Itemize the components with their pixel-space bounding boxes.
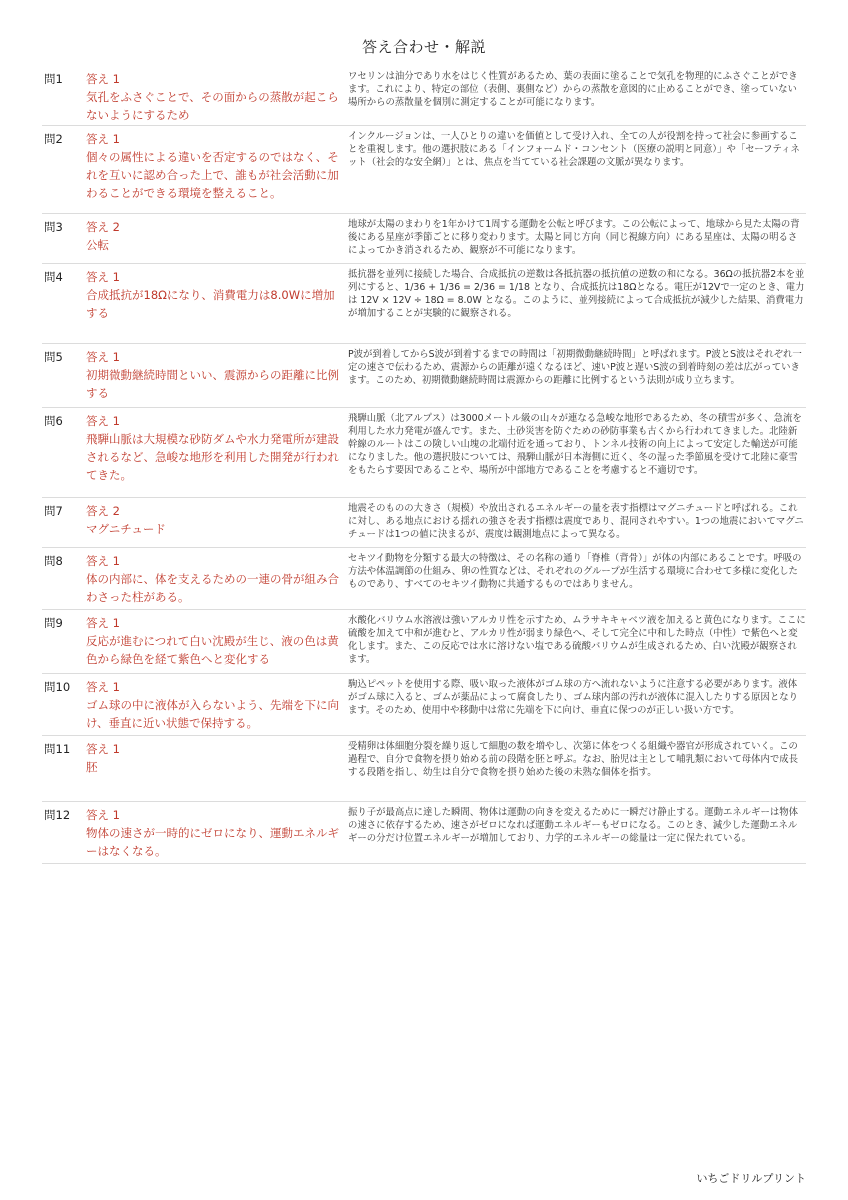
answer-label: 答え 1 [86, 72, 120, 86]
answer-row [42, 344, 806, 408]
answer-cell [82, 348, 342, 407]
answer-label: 答え 1 [86, 808, 120, 822]
answer-label: 答え 1 [86, 350, 120, 364]
answer-label: 答え 1 [86, 554, 120, 568]
question-number: 問9 [44, 616, 63, 630]
explanation-text: P波が到着してからS波が到着するまでの時間は「初期微動継続時間」と呼ばれます。P波とS波はそれぞれ一定の速さで伝わるため、震源からの距離が遠くなるほど、速いP波と遅いS波の到着時刻の差は広がっていきます。このため、初期微動継続時間は震源からの距離に比例するという法則が成り立ちます。 [348, 349, 802, 386]
answer-text: マグニチュード [86, 522, 166, 536]
answer-row [42, 736, 806, 802]
explanation-text: 地球が太陽のまわりを1年かけて1周する運動を公転と呼びます。この公転によって、地球から見た太陽の背後にある星座が季節ごとに移り変わります。太陽と同じ方向（同じ視線方向）にある星座は、太陽の明るさによってかき消されるため、観察が不可能になります。 [348, 219, 800, 256]
page-title: 答え合わせ・解説 [361, 38, 486, 56]
question-number: 問3 [44, 220, 63, 234]
answer-label: 答え 1 [86, 742, 120, 756]
answer-cell [82, 218, 342, 263]
explanation-text: 水酸化バリウム水溶液は強いアルカリ性を示すため、ムラサキキャベツ液を加えると黄色になります。ここに硫酸を加えて中和が進むと、アルカリ性が弱まり緑色へ、そして完全に中和した時点（中性）で紫色へと変化します。また、この反応では水に溶けない塩である硫酸バリウムが生成されるため、白い沈殿が観察されます。 [348, 615, 806, 665]
answer-row [42, 802, 806, 864]
explanation-text: 飛騨山脈（北アルプス）は3000メートル級の山々が連なる急峻な地形であるため、冬の積雪が多く、急流を利用した水力発電が盛んです。また、土砂災害を防ぐための砂防事業も古くから行われてきました。北陸新幹線のルートはこの険しい山塊の北端付近を通っており、トンネル技術の向上によって安定した輸送が可能になりました。他の選択肢については、飛騨山脈が日本海側に近く、冬の湿った季節風を受けて北陸に豪雪をもたらす要因であることや、場所が中部地方であることを考慮すると不適切です。 [348, 413, 802, 476]
explanation-text: 抵抗器を並列に接続した場合、合成抵抗の逆数は各抵抗器の抵抗値の逆数の和になる。36Ωの抵抗器2本を並列にすると、1/36 + 1/36 = 2/36 = 1/18 となり、合成抵抗は18Ωとなる。電圧が12Vで一定のとき、電力は 12V × 12V ÷ 18Ω = 8.0W となる。このように、並列接続によって合成抵抗が減少した結果、消費電力が増加することが実験的に観察される。 [348, 269, 805, 319]
answer-cell [82, 806, 342, 863]
answer-cell [82, 614, 342, 673]
explanation-text: セキツイ動物を分類する最大の特徴は、その名称の通り「脊椎（背骨）」が体の内部にあることです。呼吸の方法や体温調節の仕組み、卵の性質などは、それぞれのグループが生活する環境に合わせて多様に変化したものであり、すべてのセキツイ動物に共通するものではありません。 [348, 553, 802, 590]
explanation-text: ワセリンは油分であり水をはじく性質があるため、葉の表面に塗ることで気孔を物理的にふさぐことができます。これにより、特定の部位（表側、裏側など）からの蒸散を意図的に止めることができ、塗っていない場所からの蒸散量を個別に測定することが可能になります。 [348, 71, 798, 108]
answer-label: 答え 1 [86, 680, 120, 694]
explanation-text: 受精卵は体細胞分裂を繰り返して細胞の数を増やし、次第に体をつくる組織や器官が形成されていく。この過程で、自分で食物を摂り始める前の段階を胚と呼ぶ。なお、胎児は主として哺乳類において母体内で成長する段階を指し、幼生は自分で食物を摂り始めた後の未熟な個体を指す。 [348, 741, 799, 778]
explanation-text: 地震そのものの大きさ（規模）や放出されるエネルギーの量を表す指標はマグニチュードと呼ばれる。これに対し、ある地点における揺れの強さを表す指標は震度であり、混同されやすい。1つの地震においてマグニチュードは1つの値に決まるが、震度は観測地点によって異なる。 [348, 503, 804, 540]
question-number: 問10 [44, 680, 71, 694]
answer-text: 飛騨山脈は大規模な砂防ダムや水力発電所が建設されるなど、急峻な地形を利用した開発が行われてきた。 [86, 432, 339, 482]
explanation-text: インクルージョンは、一人ひとりの違いを価値として受け入れ、全ての人が役割を持って社会に参画することを重視します。他の選択肢にある「インフォームド・コンセント（医療の説明と同意）」や「セーフティネット（社会的な安全網）」とは、焦点を当てている社会課題の文脈が異なります。 [348, 131, 800, 168]
question-number: 問1 [44, 72, 63, 86]
explanation-text: 駒込ピペットを使用する際、吸い取った液体がゴム球の方へ流れないように注意する必要があります。液体がゴム球に入ると、ゴムが薬品によって腐食したり、ゴム球内部の汚れが液体に混入したりする原因となります。そのため、使用中や移動中は常に先端を下に向け、垂直に保つのが正しい扱い方です。 [348, 679, 799, 716]
answer-cell [82, 740, 342, 801]
answer-text: 気孔をふさぐことで、その面からの蒸散が起こらないようにするため [86, 90, 339, 122]
question-number: 問5 [44, 350, 63, 364]
answer-row [42, 610, 806, 674]
answer-cell [82, 552, 342, 609]
answer-row [42, 126, 806, 214]
answer-row [42, 408, 806, 498]
answer-cell [82, 130, 342, 213]
question-number: 問11 [44, 742, 71, 756]
answer-label: 答え 2 [86, 220, 120, 234]
answer-cell [82, 268, 342, 343]
answer-text: 物体の速さが一時的にゼロになり、運動エネルギーはなくなる。 [86, 826, 339, 858]
answer-row [42, 498, 806, 548]
footer-brand: いちごドリルプリント [696, 1172, 806, 1185]
answer-cell [82, 412, 342, 497]
answer-cell [82, 502, 342, 547]
answer-label: 答え 1 [86, 132, 120, 146]
question-number: 問7 [44, 504, 63, 518]
answer-cell [82, 678, 342, 735]
answer-label: 答え 2 [86, 504, 120, 518]
answer-text: 初期微動継続時間といい、震源からの距離に比例する [86, 368, 339, 400]
answer-text: 公転 [86, 238, 109, 252]
question-number: 問8 [44, 554, 63, 568]
question-number: 問2 [44, 132, 63, 146]
answer-label: 答え 1 [86, 270, 120, 284]
question-number: 問6 [44, 414, 63, 428]
question-number: 問12 [44, 808, 71, 822]
answer-row [42, 66, 806, 126]
answer-text: 合成抵抗が18Ωになり、消費電力は8.0Wに増加する [86, 288, 335, 320]
answer-label: 答え 1 [86, 414, 120, 428]
answer-text: 個々の属性による違いを否定するのではなく、それを互いに認め合った上で、誰もが社会活動に加わることができる環境を整えること。 [86, 150, 339, 200]
answer-label: 答え 1 [86, 616, 120, 630]
answer-row [42, 548, 806, 610]
answer-text: ゴム球の中に液体が入らないよう、先端を下に向け、垂直に近い状態で保持する。 [86, 698, 339, 730]
answer-text: 胚 [86, 760, 98, 774]
question-number: 問4 [44, 270, 63, 284]
answer-cell [82, 70, 342, 125]
answer-row [42, 264, 806, 344]
answer-text: 反応が進むにつれて白い沈殿が生じ、液の色は黄色から緑色を経て紫色へと変化する [86, 634, 339, 666]
answer-text: 体の内部に、体を支えるための一連の骨が組み合わさった柱がある。 [86, 572, 339, 604]
answer-row [42, 674, 806, 736]
explanation-text: 振り子が最高点に達した瞬間、物体は運動の向きを変えるために一瞬だけ静止する。運動エネルギーは物体の速さに依存するため、速さがゼロになれば運動エネルギーもゼロになる。このとき、減少した運動エネルギーの分だけ位置エネルギーが増加しており、力学的エネルギーの総量は一定に保たれている。 [348, 807, 799, 844]
answer-table [42, 66, 806, 864]
answer-row [42, 214, 806, 264]
